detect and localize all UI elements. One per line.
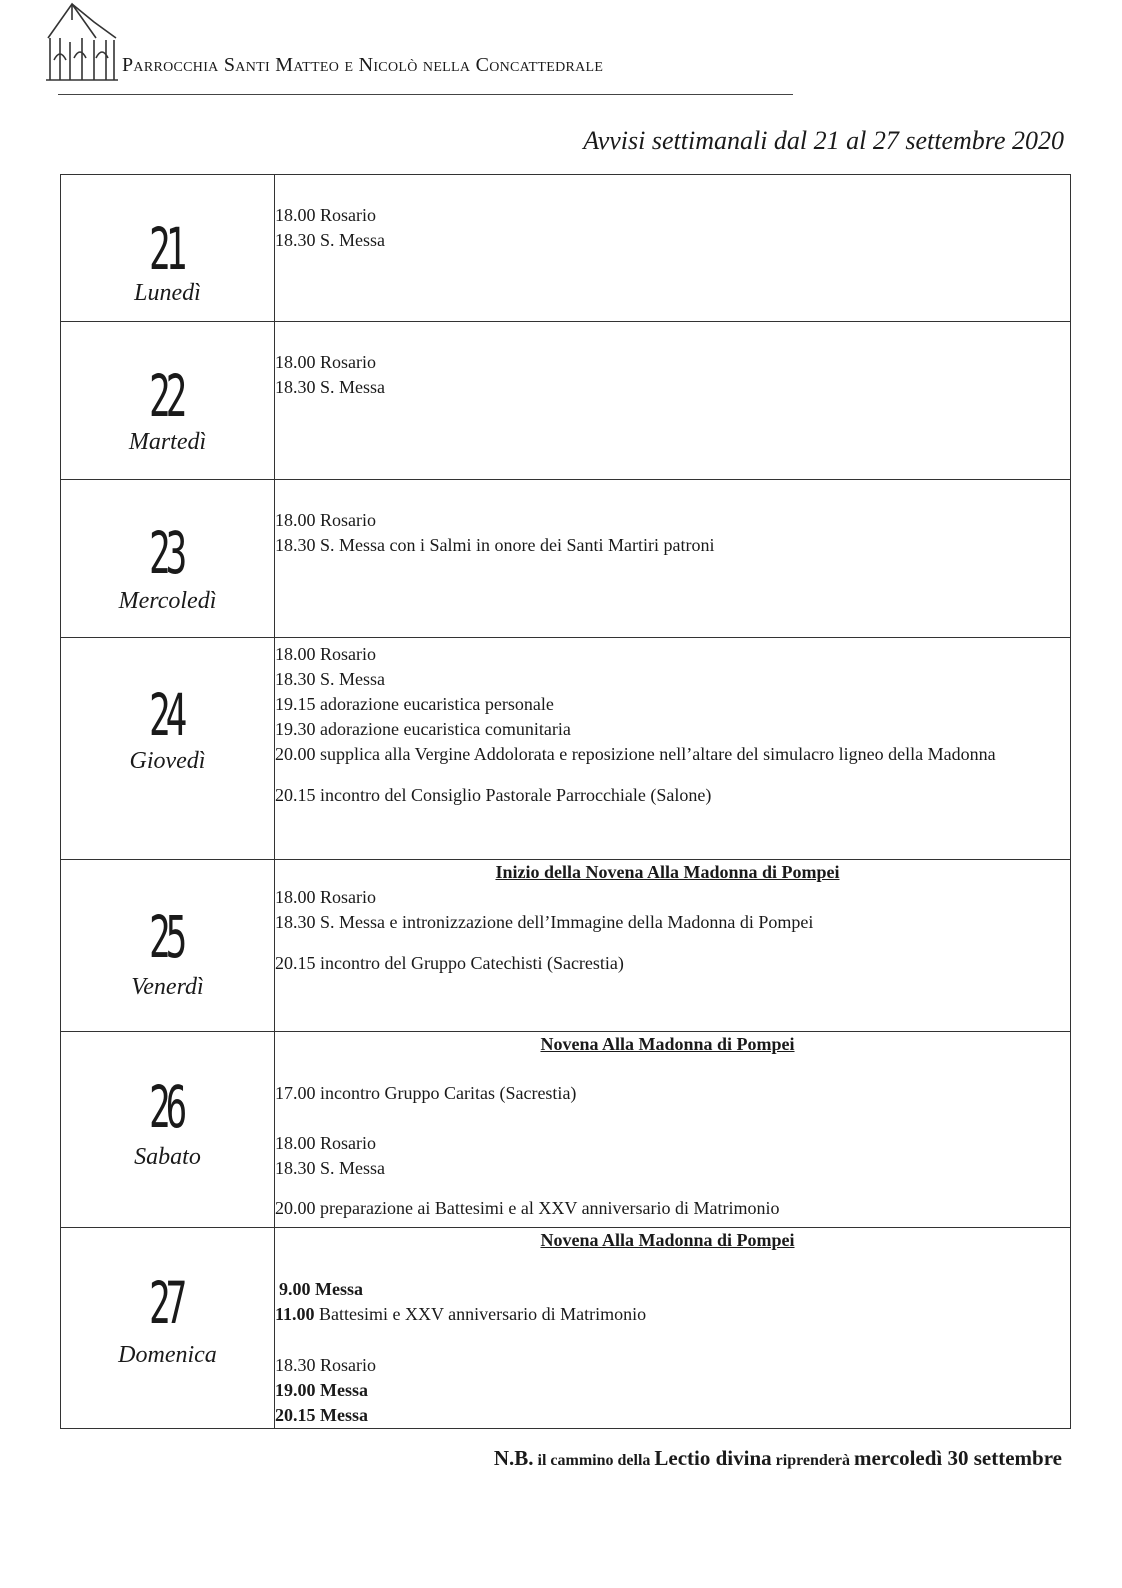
events-cell — [275, 638, 1071, 860]
day-cell — [61, 1032, 275, 1228]
footer-note — [494, 1446, 1062, 1471]
event-line: 18.30 S. Messa — [275, 1158, 386, 1178]
event-time: 11.00 — [275, 1304, 315, 1324]
day-name: Martedì — [128, 429, 207, 455]
day-row-22 — [61, 322, 1071, 480]
event-line: 18.30 S. Messa con i Salmi in onore dei Santi Martiri patroni — [275, 535, 715, 555]
novena-heading: Novena Alla Madonna di Pompei — [540, 1230, 795, 1250]
events-cell — [275, 1032, 1071, 1228]
events-cell — [275, 175, 1071, 322]
event-line: 20.15 incontro del Consiglio Pastorale Parrocchiale (Salone) — [275, 785, 712, 805]
novena-heading: Inizio della Novena Alla Madonna di Pompei — [495, 862, 840, 882]
day-row-21 — [61, 175, 1071, 322]
event-line: 20.15 incontro del Gruppo Catechisti (Sacrestia) — [275, 953, 624, 973]
day-cell — [61, 480, 275, 638]
events-cell — [275, 480, 1071, 638]
event-line: 9.00 Messa — [279, 1279, 363, 1299]
day-row-23 — [61, 480, 1071, 638]
event-line: 18.00 Rosario — [275, 1133, 376, 1153]
day-name: Sabato — [134, 1144, 201, 1170]
day-number: 21 — [148, 215, 183, 283]
church-logo-icon — [44, 0, 120, 84]
spacer — [275, 767, 1070, 783]
events-cell — [275, 1228, 1071, 1429]
event-text: Battesimi e XXV anniversario di Matrimonio — [314, 1304, 647, 1324]
day-name: Giovedì — [129, 748, 206, 774]
day-cell — [61, 860, 275, 1032]
nb-date: mercoledì 30 settembre — [854, 1446, 1062, 1470]
event-line: 19.15 adorazione eucaristica personale — [275, 694, 554, 714]
day-number: 26 — [148, 1073, 183, 1141]
day-cell — [61, 175, 275, 322]
spacer — [275, 1253, 1070, 1277]
day-number: 22 — [148, 362, 183, 430]
event-line: 18.30 S. Messa — [275, 669, 386, 689]
events-cell — [275, 322, 1071, 480]
event-line: 20.00 preparazione ai Battesimi e al XXV anniversario di Matrimonio — [275, 1198, 780, 1218]
day-name: Venerdì — [131, 974, 204, 1000]
event-line: 19.30 adorazione eucaristica comunitaria — [275, 719, 571, 739]
day-name: Domenica — [118, 1342, 217, 1368]
day-row-25 — [61, 860, 1071, 1032]
nb-text: riprenderà — [771, 1452, 855, 1469]
weekly-schedule-table — [60, 174, 1071, 1429]
spacer — [275, 1181, 1070, 1196]
day-name: Lunedì — [134, 280, 201, 306]
header-divider — [58, 94, 793, 95]
parish-name: Parrocchia Santi Matteo e Nicolò nella Concattedrale — [122, 54, 604, 76]
events-cell — [275, 860, 1071, 1032]
week-title: Avvisi settimanali dal 21 al 27 settembre 2020 — [583, 126, 1064, 155]
event-line: 20.15 Messa — [275, 1405, 368, 1425]
event-line: 18.00 Rosario — [275, 352, 376, 372]
event-line: 18.30 S. Messa — [275, 230, 386, 250]
day-number: 25 — [148, 903, 183, 971]
nb-label: N.B. — [493, 1446, 534, 1470]
spacer — [275, 1327, 1070, 1353]
day-number: 23 — [148, 519, 183, 587]
day-row-24 — [61, 638, 1071, 860]
event-line: 19.00 Messa — [275, 1380, 368, 1400]
event-line: 18.30 S. Messa e intronizzazione dell’Immagine della Madonna di Pompei — [275, 912, 814, 932]
day-cell — [61, 1228, 275, 1429]
day-row-27 — [61, 1228, 1071, 1429]
event-line — [275, 1302, 1070, 1327]
day-name: Mercoledì — [118, 588, 217, 614]
event-line: 18.00 Rosario — [275, 887, 376, 907]
nb-lectio: Lectio divina — [654, 1446, 772, 1470]
day-number: 27 — [148, 1269, 183, 1337]
nb-text: il cammino della — [533, 1452, 655, 1469]
event-line: 20.00 supplica alla Vergine Addolorata e reposizione nell’altare del simulacro ligneo della Madonna — [275, 744, 996, 764]
event-line: 18.00 Rosario — [275, 205, 376, 225]
spacer — [275, 935, 1070, 951]
day-number: 24 — [148, 681, 183, 749]
novena-heading: Novena Alla Madonna di Pompei — [540, 1034, 795, 1054]
event-line: 18.30 S. Messa — [275, 377, 386, 397]
day-cell — [61, 638, 275, 860]
spacer — [275, 1106, 1070, 1131]
event-line: 18.00 Rosario — [275, 644, 376, 664]
day-cell — [61, 322, 275, 480]
event-line: 18.00 Rosario — [275, 510, 376, 530]
event-line: 17.00 incontro Gruppo Caritas (Sacrestia) — [275, 1083, 577, 1103]
day-row-26 — [61, 1032, 1071, 1228]
spacer — [275, 1057, 1070, 1081]
event-line: 18.30 Rosario — [275, 1355, 376, 1375]
